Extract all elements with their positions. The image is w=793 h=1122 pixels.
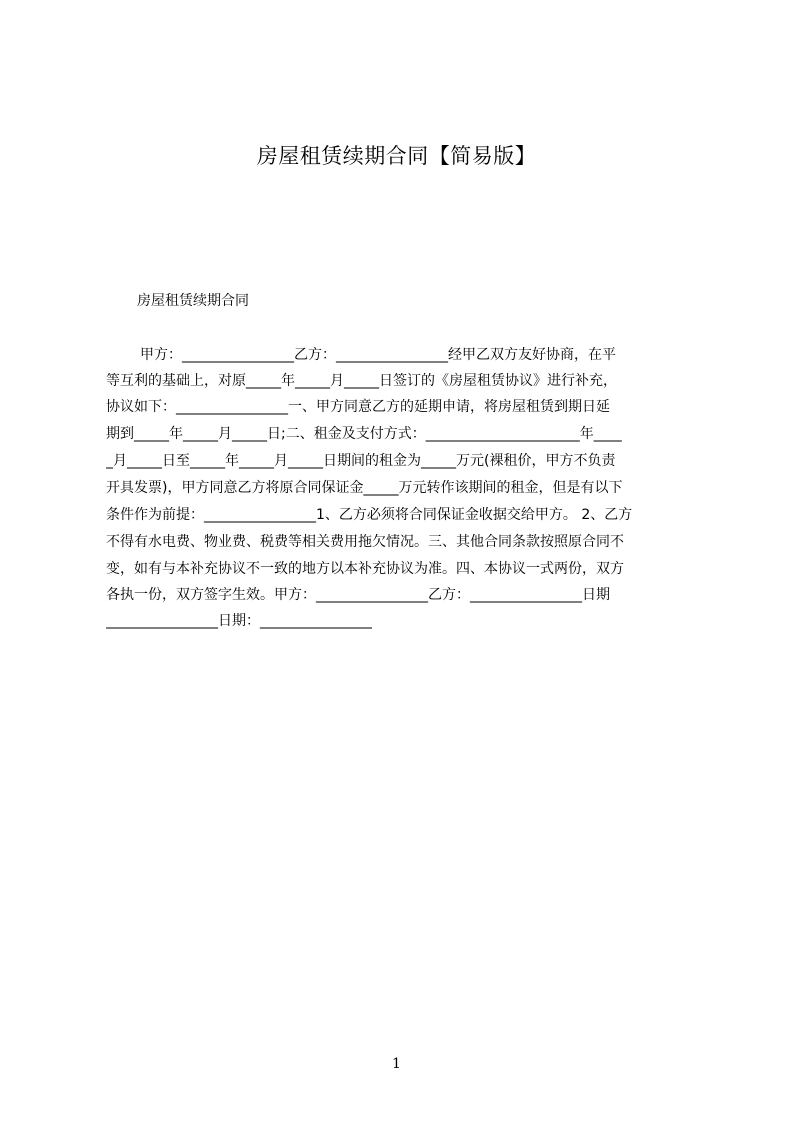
body-line: 等互利的基础上，对原_____年_____月_____日签订的《房屋租赁协议》进行补充， <box>106 373 617 389</box>
body-line: 条件作为前提：________________1、乙方必须将合同保证金收据交给甲方。 2、乙方 <box>106 507 633 523</box>
body-line: 不得有水电费、物业费、税费等相关费用拖欠情况。三、其他合同条款按照原合同不 <box>106 534 624 550</box>
body-line: 开具发票)，甲方同意乙方将原合同保证金_____万元转作该期间的租金，但是有以下 <box>106 480 623 496</box>
document-subtitle: 房屋租赁续期合同 <box>137 293 249 309</box>
body-line: _月_____日至_____年_____月_____日期间的租金为_____万元(裸租价，甲方不负责 <box>106 453 616 469</box>
body-line: ________________日期：________________ <box>106 613 372 629</box>
body-line: 变，如有与本补充协议不一致的地方以本补充协议为准。四、本协议一式两份，双方 <box>106 561 624 577</box>
body-line: 协议如下：________________一、甲方同意乙方的延期申请，将房屋租赁到期日延 <box>106 399 610 415</box>
body-line: 甲方：________________乙方：________________经甲乙双方友好协商，在平 <box>140 347 616 363</box>
body-line: 各执一份，双方签字生效。甲方：________________乙方：________________日期 <box>106 587 610 603</box>
body-line: 期到_____年_____月_____日;二、租金及支付方式：______________________年____ <box>106 426 622 442</box>
document-title: 房屋租赁续期合同【简易版】 <box>256 144 537 168</box>
page-number: 1 <box>392 1056 401 1072</box>
